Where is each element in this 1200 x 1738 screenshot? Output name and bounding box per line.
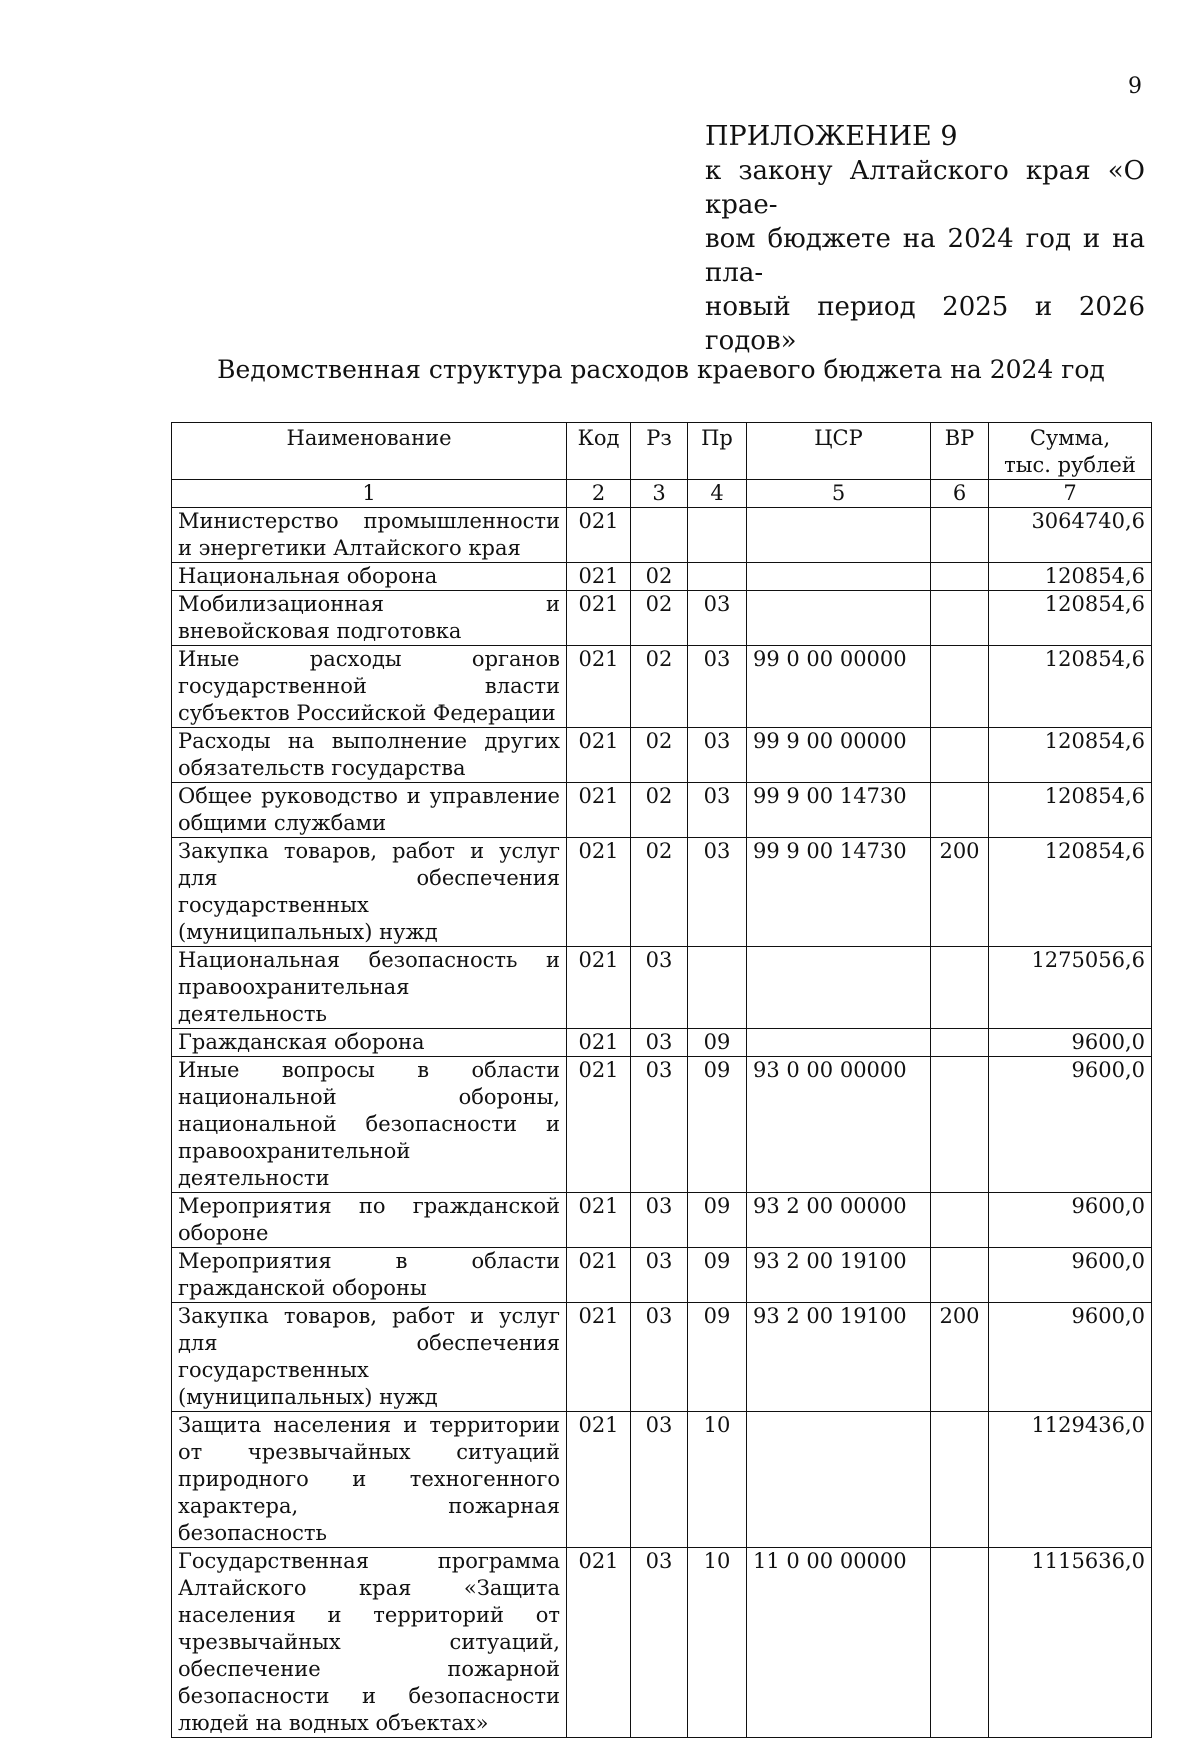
column-number: 7 <box>989 480 1152 508</box>
row-sum: 1275056,6 <box>989 947 1152 1029</box>
row-rz: 02 <box>631 591 688 646</box>
table-row <box>172 1029 1152 1057</box>
row-pr: 09 <box>688 1057 747 1193</box>
row-code: 021 <box>567 1029 631 1057</box>
column-number: 5 <box>747 480 931 508</box>
row-code: 021 <box>567 1548 631 1738</box>
row-name: Мобилизационная и вневойсковая подготовка <box>172 591 567 646</box>
row-sum: 120854,6 <box>989 838 1152 947</box>
row-vr <box>931 646 989 728</box>
row-sum: 120854,6 <box>989 783 1152 838</box>
table-row <box>172 1057 1152 1193</box>
row-code: 021 <box>567 947 631 1029</box>
row-rz: 03 <box>631 1412 688 1548</box>
row-csr: 11 0 00 00000 <box>747 1548 931 1738</box>
row-csr <box>747 508 931 563</box>
row-code: 021 <box>567 508 631 563</box>
row-name: Иные вопросы в области национальной обороны, национальной безопасности и правоохранительной деятельности <box>172 1057 567 1193</box>
row-sum: 120854,6 <box>989 563 1152 591</box>
table-row <box>172 783 1152 838</box>
column-number: 6 <box>931 480 989 508</box>
column-number: 2 <box>567 480 631 508</box>
document-title: Ведомственная структура расходов краевого бюджета на 2024 год <box>217 355 1105 384</box>
row-sum: 9600,0 <box>989 1029 1152 1057</box>
row-rz: 03 <box>631 1057 688 1193</box>
row-vr <box>931 1548 989 1738</box>
row-name: Министерство промышленности и энергетики Алтайского края <box>172 508 567 563</box>
header-code: Код <box>567 423 631 480</box>
row-pr: 03 <box>688 838 747 947</box>
row-pr: 03 <box>688 646 747 728</box>
row-rz: 03 <box>631 1248 688 1303</box>
row-vr <box>931 563 989 591</box>
table-row <box>172 1412 1152 1548</box>
column-number-row <box>172 480 1152 508</box>
row-vr <box>931 947 989 1029</box>
row-rz: 03 <box>631 1548 688 1738</box>
row-code: 021 <box>567 591 631 646</box>
row-name: Закупка товаров, работ и услуг для обеспечения государственных (муниципальных) нужд <box>172 838 567 947</box>
row-sum: 120854,6 <box>989 591 1152 646</box>
row-sum: 3064740,6 <box>989 508 1152 563</box>
row-csr: 93 2 00 19100 <box>747 1303 931 1412</box>
row-pr: 09 <box>688 1193 747 1248</box>
row-pr <box>688 563 747 591</box>
table-row <box>172 838 1152 947</box>
row-pr: 03 <box>688 783 747 838</box>
row-name: Государственная программа Алтайского края «Защита населения и территорий от чрезвычайных ситуаций, обеспечение пожарной безопасности и безопасности людей на водных объектах» <box>172 1548 567 1738</box>
row-name: Расходы на выполнение других обязательств государства <box>172 728 567 783</box>
column-number: 4 <box>688 480 747 508</box>
table-row <box>172 591 1152 646</box>
table-header-row <box>172 423 1152 480</box>
appendix-title: ПРИЛОЖЕНИЕ 9 <box>705 121 958 152</box>
row-code: 021 <box>567 646 631 728</box>
appendix-header <box>705 120 1145 358</box>
row-csr <box>747 591 931 646</box>
row-rz: 02 <box>631 646 688 728</box>
row-code: 021 <box>567 783 631 838</box>
row-csr: 93 2 00 19100 <box>747 1248 931 1303</box>
table-row <box>172 508 1152 563</box>
row-csr <box>747 1029 931 1057</box>
row-csr <box>747 1412 931 1548</box>
budget-table <box>171 422 1152 1738</box>
row-rz: 03 <box>631 1029 688 1057</box>
table-row <box>172 728 1152 783</box>
row-sum: 9600,0 <box>989 1193 1152 1248</box>
row-csr <box>747 947 931 1029</box>
table-row <box>172 563 1152 591</box>
table-row <box>172 1303 1152 1412</box>
header-sum <box>989 423 1152 480</box>
row-vr <box>931 1248 989 1303</box>
row-code: 021 <box>567 728 631 783</box>
row-pr <box>688 947 747 1029</box>
row-pr: 10 <box>688 1412 747 1548</box>
header-sum-line2: тыс. рублей <box>1004 453 1136 477</box>
row-pr: 09 <box>688 1248 747 1303</box>
row-name: Мероприятия по гражданской обороне <box>172 1193 567 1248</box>
row-name: Мероприятия в области гражданской обороны <box>172 1248 567 1303</box>
header-vr: ВР <box>931 423 989 480</box>
table-row <box>172 1193 1152 1248</box>
row-vr <box>931 728 989 783</box>
row-name: Гражданская оборона <box>172 1029 567 1057</box>
row-rz: 03 <box>631 1193 688 1248</box>
row-csr <box>747 563 931 591</box>
header-rz: Рз <box>631 423 688 480</box>
row-vr: 200 <box>931 1303 989 1412</box>
row-pr: 03 <box>688 591 747 646</box>
row-code: 021 <box>567 1193 631 1248</box>
appendix-line: к закону Алтайского края «О крае- <box>705 156 1145 220</box>
row-rz: 02 <box>631 783 688 838</box>
row-vr <box>931 783 989 838</box>
appendix-line: вом бюджете на 2024 год и на пла- <box>705 224 1145 288</box>
table-row <box>172 646 1152 728</box>
row-csr: 93 2 00 00000 <box>747 1193 931 1248</box>
row-vr <box>931 1029 989 1057</box>
row-name: Иные расходы органов государственной власти субъектов Российской Федерации <box>172 646 567 728</box>
row-vr <box>931 1412 989 1548</box>
row-vr <box>931 591 989 646</box>
row-csr: 99 9 00 14730 <box>747 838 931 947</box>
row-pr: 03 <box>688 728 747 783</box>
row-rz: 02 <box>631 728 688 783</box>
table-row <box>172 1548 1152 1738</box>
row-name: Защита населения и территории от чрезвычайных ситуаций природного и техногенного характера, пожарная безопасность <box>172 1412 567 1548</box>
page-number: 9 <box>1128 74 1142 99</box>
table-row <box>172 947 1152 1029</box>
row-sum: 120854,6 <box>989 728 1152 783</box>
table-row <box>172 1248 1152 1303</box>
column-number: 1 <box>172 480 567 508</box>
row-rz: 03 <box>631 1303 688 1412</box>
row-csr: 99 9 00 00000 <box>747 728 931 783</box>
row-pr: 10 <box>688 1548 747 1738</box>
header-pr: Пр <box>688 423 747 480</box>
row-name: Национальная безопасность и правоохранительная деятельность <box>172 947 567 1029</box>
row-rz: 02 <box>631 838 688 947</box>
row-vr: 200 <box>931 838 989 947</box>
row-name: Национальная оборона <box>172 563 567 591</box>
row-rz <box>631 508 688 563</box>
row-vr <box>931 1057 989 1193</box>
row-name: Закупка товаров, работ и услуг для обеспечения государственных (муниципальных) нужд <box>172 1303 567 1412</box>
row-pr <box>688 508 747 563</box>
row-rz: 03 <box>631 947 688 1029</box>
row-vr <box>931 508 989 563</box>
row-sum: 1115636,0 <box>989 1548 1152 1738</box>
row-csr: 93 0 00 00000 <box>747 1057 931 1193</box>
row-sum: 1129436,0 <box>989 1412 1152 1548</box>
row-name: Общее руководство и управление общими службами <box>172 783 567 838</box>
row-code: 021 <box>567 1412 631 1548</box>
row-csr: 99 0 00 00000 <box>747 646 931 728</box>
appendix-line: новый период 2025 и 2026 годов» <box>705 292 1145 356</box>
row-csr: 99 9 00 14730 <box>747 783 931 838</box>
row-pr: 09 <box>688 1303 747 1412</box>
row-sum: 120854,6 <box>989 646 1152 728</box>
header-csr: ЦСР <box>747 423 931 480</box>
header-name: Наименование <box>172 423 567 480</box>
row-code: 021 <box>567 563 631 591</box>
row-code: 021 <box>567 1057 631 1193</box>
row-pr: 09 <box>688 1029 747 1057</box>
row-sum: 9600,0 <box>989 1248 1152 1303</box>
row-code: 021 <box>567 1303 631 1412</box>
column-number: 3 <box>631 480 688 508</box>
row-vr <box>931 1193 989 1248</box>
row-code: 021 <box>567 1248 631 1303</box>
row-code: 021 <box>567 838 631 947</box>
row-sum: 9600,0 <box>989 1057 1152 1193</box>
row-rz: 02 <box>631 563 688 591</box>
header-sum-line1: Сумма, <box>1029 426 1111 450</box>
row-sum: 9600,0 <box>989 1303 1152 1412</box>
